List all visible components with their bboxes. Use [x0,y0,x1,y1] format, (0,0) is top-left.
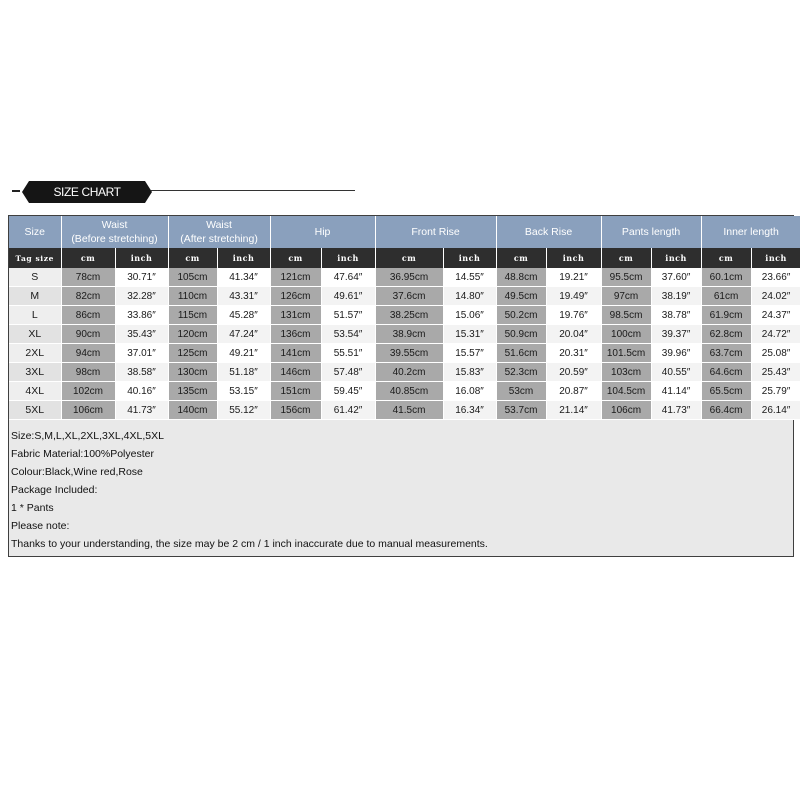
inch-value-cell: 19.76″ [546,306,601,325]
cm-value-cell: 50.2cm [496,306,546,325]
unit-inch: inch [443,248,496,268]
note-line: Please note: [11,520,70,532]
cm-value-cell: 61.9cm [701,306,751,325]
cm-value-cell: 136cm [270,325,321,344]
inch-value-cell: 24.72″ [751,325,800,344]
unit-header-row [9,248,800,268]
size-table-body [9,268,800,420]
inch-value-cell: 20.31″ [546,344,601,363]
note-line: Package Included: [11,484,98,496]
inch-value-cell: 53.15″ [217,382,270,401]
inch-value-cell: 41.73″ [115,401,168,420]
inch-value-cell: 24.37″ [751,306,800,325]
cm-value-cell: 66.4cm [701,401,751,420]
cm-value-cell: 53cm [496,382,546,401]
cm-value-cell: 82cm [61,287,115,306]
unit-cm: cm [375,248,443,268]
inch-value-cell: 51.57″ [321,306,375,325]
inch-value-cell: 32.28″ [115,287,168,306]
table-row [9,401,800,420]
inch-value-cell: 25.43″ [751,363,800,382]
cm-value-cell: 131cm [270,306,321,325]
size-chart-box [8,215,794,557]
table-row [9,287,800,306]
note-line: Colour:Black,Wine red,Rose [11,466,143,478]
group-header-pants-length: Pants length [601,216,701,248]
cm-value-cell: 36.95cm [375,268,443,287]
inch-value-cell: 40.16″ [115,382,168,401]
cm-value-cell: 39.55cm [375,344,443,363]
cm-value-cell: 38.25cm [375,306,443,325]
unit-cm: cm [601,248,651,268]
cm-value-cell: 98.5cm [601,306,651,325]
inch-value-cell: 33.86″ [115,306,168,325]
cm-value-cell: 135cm [168,382,217,401]
inch-value-cell: 14.55″ [443,268,496,287]
cm-value-cell: 156cm [270,401,321,420]
size-cell: 5XL [9,401,61,420]
inch-value-cell: 25.08″ [751,344,800,363]
unit-inch: inch [546,248,601,268]
size-cell: S [9,268,61,287]
cm-value-cell: 125cm [168,344,217,363]
size-cell: 4XL [9,382,61,401]
cm-value-cell: 90cm [61,325,115,344]
inch-value-cell: 37.60″ [651,268,701,287]
cm-value-cell: 50.9cm [496,325,546,344]
cm-value-cell: 100cm [601,325,651,344]
cm-value-cell: 98cm [61,363,115,382]
inch-value-cell: 21.14″ [546,401,601,420]
cm-value-cell: 101.5cm [601,344,651,363]
inch-value-cell: 40.55″ [651,363,701,382]
inch-value-cell: 41.34″ [217,268,270,287]
cm-value-cell: 86cm [61,306,115,325]
inch-value-cell: 59.45″ [321,382,375,401]
group-subtitle: (Before stretching) [71,233,158,245]
size-cell: M [9,287,61,306]
cm-value-cell: 52.3cm [496,363,546,382]
cm-value-cell: 140cm [168,401,217,420]
inch-value-cell: 55.51″ [321,344,375,363]
inch-value-cell: 15.31″ [443,325,496,344]
unit-cm: cm [168,248,217,268]
inch-value-cell: 15.06″ [443,306,496,325]
cm-value-cell: 61cm [701,287,751,306]
cm-value-cell: 37.6cm [375,287,443,306]
banner-rule [151,190,355,191]
group-header-row [9,216,800,248]
unit-inch: inch [321,248,375,268]
table-row [9,306,800,325]
inch-value-cell: 39.96″ [651,344,701,363]
inch-value-cell: 16.34″ [443,401,496,420]
note-line: 1 * Pants [11,502,54,514]
inch-value-cell: 38.58″ [115,363,168,382]
inch-value-cell: 53.54″ [321,325,375,344]
cm-value-cell: 141cm [270,344,321,363]
table-row [9,325,800,344]
banner-dash [12,190,20,192]
unit-cm: cm [701,248,751,268]
cm-value-cell: 40.2cm [375,363,443,382]
cm-value-cell: 151cm [270,382,321,401]
inch-value-cell: 24.02″ [751,287,800,306]
unit-cm: cm [496,248,546,268]
cm-value-cell: 115cm [168,306,217,325]
cm-value-cell: 48.8cm [496,268,546,287]
cm-value-cell: 103cm [601,363,651,382]
inch-value-cell: 15.57″ [443,344,496,363]
size-table [9,216,800,420]
inch-value-cell: 47.24″ [217,325,270,344]
cm-value-cell: 94cm [61,344,115,363]
note-line: Size:S,M,L,XL,2XL,3XL,4XL,5XL [11,430,164,442]
group-subtitle: (After stretching) [180,233,258,245]
cm-value-cell: 130cm [168,363,217,382]
group-title: Waist [206,219,232,231]
size-chart-label: SIZE CHART [29,181,145,203]
inch-value-cell: 43.31″ [217,287,270,306]
cm-value-cell: 64.6cm [701,363,751,382]
size-chart-banner [0,174,800,210]
table-row [9,363,800,382]
inch-value-cell: 14.80″ [443,287,496,306]
inch-value-cell: 39.37″ [651,325,701,344]
cm-value-cell: 40.85cm [375,382,443,401]
inch-value-cell: 49.21″ [217,344,270,363]
inch-value-cell: 55.12″ [217,401,270,420]
cm-value-cell: 63.7cm [701,344,751,363]
inch-value-cell: 61.42″ [321,401,375,420]
unit-inch: inch [217,248,270,268]
unit-inch: inch [651,248,701,268]
size-cell: XL [9,325,61,344]
tag-size-header: Tag size [9,248,61,268]
cm-value-cell: 53.7cm [496,401,546,420]
cm-value-cell: 102cm [61,382,115,401]
inch-value-cell: 15.83″ [443,363,496,382]
table-row [9,382,800,401]
inch-value-cell: 49.61″ [321,287,375,306]
unit-inch: inch [115,248,168,268]
table-row [9,344,800,363]
cm-value-cell: 97cm [601,287,651,306]
cm-value-cell: 120cm [168,325,217,344]
cm-value-cell: 106cm [61,401,115,420]
table-row [9,268,800,287]
cm-value-cell: 38.9cm [375,325,443,344]
cm-value-cell: 104.5cm [601,382,651,401]
inch-value-cell: 25.79″ [751,382,800,401]
cm-value-cell: 65.5cm [701,382,751,401]
unit-cm: cm [270,248,321,268]
unit-inch: inch [751,248,800,268]
inch-value-cell: 47.64″ [321,268,375,287]
cm-value-cell: 105cm [168,268,217,287]
unit-cm: cm [61,248,115,268]
inch-value-cell: 19.21″ [546,268,601,287]
cm-value-cell: 95.5cm [601,268,651,287]
inch-value-cell: 19.49″ [546,287,601,306]
note-line: Fabric Material:100%Polyester [11,448,154,460]
inch-value-cell: 57.48″ [321,363,375,382]
inch-value-cell: 20.87″ [546,382,601,401]
size-header: Size [9,216,61,248]
product-notes [11,427,791,553]
inch-value-cell: 20.04″ [546,325,601,344]
cm-value-cell: 51.6cm [496,344,546,363]
inch-value-cell: 16.08″ [443,382,496,401]
cm-value-cell: 146cm [270,363,321,382]
inch-value-cell: 30.71″ [115,268,168,287]
inch-value-cell: 45.28″ [217,306,270,325]
size-cell: 3XL [9,363,61,382]
group-header-inner-length: Inner length [701,216,800,248]
inch-value-cell: 41.14″ [651,382,701,401]
inch-value-cell: 23.66″ [751,268,800,287]
group-title: Waist [101,219,128,231]
cm-value-cell: 62.8cm [701,325,751,344]
inch-value-cell: 20.59″ [546,363,601,382]
cm-value-cell: 106cm [601,401,651,420]
cm-value-cell: 41.5cm [375,401,443,420]
inch-value-cell: 38.78″ [651,306,701,325]
cm-value-cell: 126cm [270,287,321,306]
group-header-back-rise: Back Rise [496,216,601,248]
inch-value-cell: 35.43″ [115,325,168,344]
inch-value-cell: 51.18″ [217,363,270,382]
note-line: Thanks to your understanding, the size may be 2 cm / 1 inch inaccurate due to manual measurements. [11,538,488,550]
cm-value-cell: 60.1cm [701,268,751,287]
group-header-waist-before [61,216,168,248]
size-cell: 2XL [9,344,61,363]
group-header-waist-after [168,216,270,248]
inch-value-cell: 37.01″ [115,344,168,363]
cm-value-cell: 121cm [270,268,321,287]
cm-value-cell: 49.5cm [496,287,546,306]
cm-value-cell: 78cm [61,268,115,287]
group-header-front-rise: Front Rise [375,216,496,248]
inch-value-cell: 41.73″ [651,401,701,420]
inch-value-cell: 26.14″ [751,401,800,420]
inch-value-cell: 38.19″ [651,287,701,306]
size-cell: L [9,306,61,325]
group-header-hip: Hip [270,216,375,248]
cm-value-cell: 110cm [168,287,217,306]
